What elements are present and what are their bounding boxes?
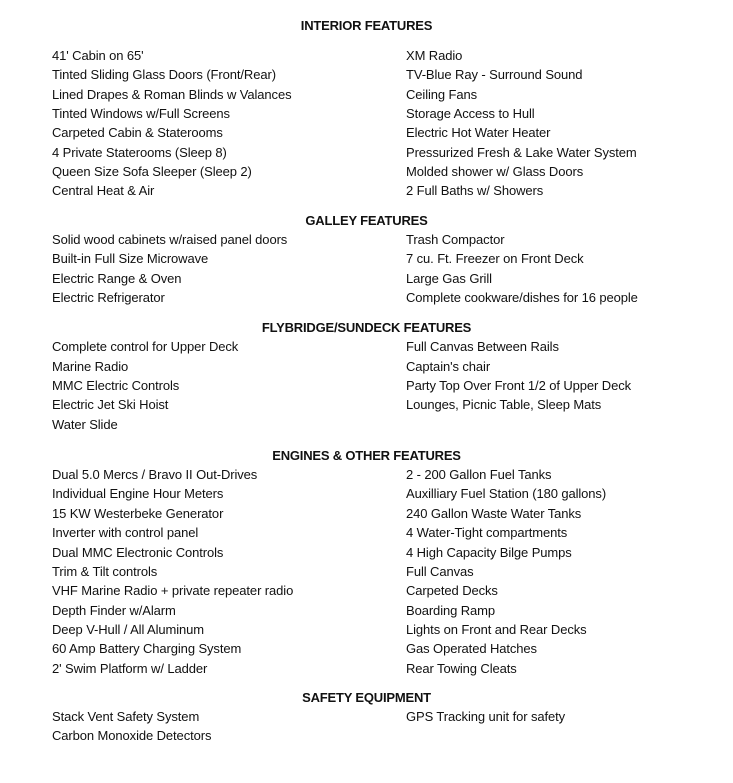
feature-item: Complete control for Upper Deck: [52, 339, 239, 354]
feature-item: 60 Amp Battery Charging System: [52, 641, 242, 656]
section-heading: GALLEY FEATURES: [305, 213, 428, 228]
feature-item: VHF Marine Radio + private repeater radio: [52, 583, 294, 598]
feature-item: Lined Drapes & Roman Blinds w Valances: [52, 87, 292, 102]
feature-item: Large Gas Grill: [406, 271, 492, 286]
feature-item: Carbon Monoxide Detectors: [52, 728, 212, 743]
section-heading: FLYBRIDGE/SUNDECK FEATURES: [261, 320, 472, 335]
feature-item: Built-in Full Size Microwave: [52, 251, 209, 266]
feature-item: Queen Size Sofa Sleeper (Sleep 2): [52, 164, 252, 179]
feature-item: Electric Jet Ski Hoist: [52, 397, 169, 412]
feature-item: Water Slide: [52, 417, 118, 432]
feature-item: Electric Range & Oven: [52, 271, 182, 286]
feature-item: TV-Blue Ray - Surround Sound: [406, 67, 583, 82]
feature-item: Carpeted Cabin & Staterooms: [52, 125, 223, 140]
feature-item: Storage Access to Hull: [406, 106, 535, 121]
feature-item: Electric Refrigerator: [52, 290, 165, 305]
feature-item: Dual 5.0 Mercs / Bravo II Out-Drives: [52, 467, 258, 482]
feature-item: Solid wood cabinets w/raised panel doors: [52, 232, 288, 247]
feature-item: 2 Full Baths w/ Showers: [406, 183, 544, 198]
feature-item: Central Heat & Air: [52, 183, 155, 198]
feature-item: Tinted Sliding Glass Doors (Front/Rear): [52, 67, 276, 82]
feature-item: Electric Hot Water Heater: [406, 125, 551, 140]
feature-item: Individual Engine Hour Meters: [52, 486, 224, 501]
feature-item: 2 - 200 Gallon Fuel Tanks: [406, 467, 552, 482]
feature-item: Carpeted Decks: [406, 583, 498, 598]
feature-item: Full Canvas Between Rails: [406, 339, 559, 354]
feature-item: Lights on Front and Rear Decks: [406, 622, 587, 637]
feature-item: Trim & Tilt controls: [52, 564, 158, 579]
feature-item: 4 Water-Tight compartments: [406, 525, 568, 540]
feature-item: Complete cookware/dishes for 16 people: [406, 290, 638, 305]
feature-item: Inverter with control panel: [52, 525, 199, 540]
feature-item: Lounges, Picnic Table, Sleep Mats: [406, 397, 602, 412]
feature-item: Rear Towing Cleats: [406, 661, 517, 676]
section-heading: INTERIOR FEATURES: [300, 18, 433, 33]
feature-item: GPS Tracking unit for safety: [406, 709, 566, 724]
feature-item: MMC Electric Controls: [52, 378, 180, 393]
feature-item: XM Radio: [406, 48, 463, 63]
feature-item: 2' Swim Platform w/ Ladder: [52, 661, 208, 676]
feature-item: 7 cu. Ft. Freezer on Front Deck: [406, 251, 584, 266]
feature-item: 4 High Capacity Bilge Pumps: [406, 545, 572, 560]
feature-item: Deep V-Hull / All Aluminum: [52, 622, 205, 637]
feature-item: Molded shower w/ Glass Doors: [406, 164, 584, 179]
feature-item: Ceiling Fans: [406, 87, 478, 102]
feature-item: Marine Radio: [52, 359, 129, 374]
feature-item: Dual MMC Electronic Controls: [52, 545, 224, 560]
feature-item: 240 Gallon Waste Water Tanks: [406, 506, 582, 521]
feature-item: Trash Compactor: [406, 232, 505, 247]
feature-item: 15 KW Westerbeke Generator: [52, 506, 224, 521]
feature-item: Captain's chair: [406, 359, 491, 374]
feature-item: Tinted Windows w/Full Screens: [52, 106, 230, 121]
feature-item: Stack Vent Safety System: [52, 709, 200, 724]
feature-item: Full Canvas: [406, 564, 474, 579]
section-heading: SAFETY EQUIPMENT: [302, 690, 431, 705]
section-heading: ENGINES & OTHER FEATURES: [272, 448, 461, 463]
feature-item: 4 Private Staterooms (Sleep 8): [52, 145, 227, 160]
feature-item: Boarding Ramp: [406, 603, 496, 618]
feature-item: Party Top Over Front 1/2 of Upper Deck: [406, 378, 632, 393]
feature-item: 41' Cabin on 65': [52, 48, 144, 63]
feature-item: Auxilliary Fuel Station (180 gallons): [406, 486, 607, 501]
feature-item: Pressurized Fresh & Lake Water System: [406, 145, 637, 160]
feature-item: Gas Operated Hatches: [406, 641, 537, 656]
feature-item: Depth Finder w/Alarm: [52, 603, 176, 618]
